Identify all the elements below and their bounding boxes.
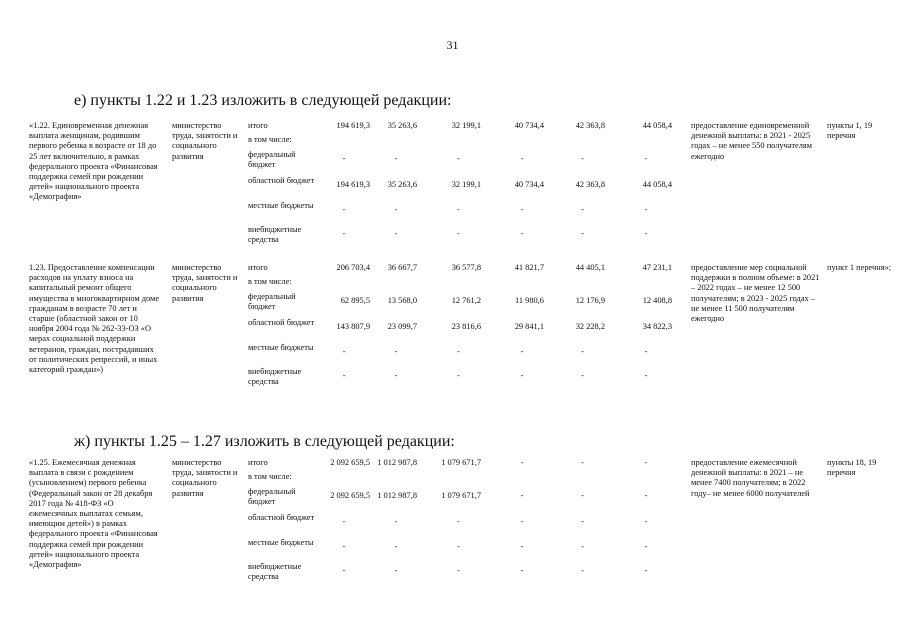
amount-cell: - [520,205,524,214]
amount-cell: - [581,517,584,526]
amount-cell: - [644,154,648,163]
funding-source-label: в том числе: [248,472,292,481]
amount-cell: 1 012 987,8 [377,458,417,467]
amount-cell: 12 408,8 [642,296,672,305]
amount-cell: 12 176,9 [575,296,605,305]
amount-cell: 40 734,4 [514,121,544,130]
amount-cell: - [457,371,460,380]
amount-cell: - [644,205,648,214]
amount-cell: 34 822,3 [642,322,672,331]
amount-cell: - [644,517,648,526]
section-heading-zh: ж) пункты 1.25 – 1.27 изложить в следующей редакции: [74,433,455,450]
amount-cell: - [457,542,460,551]
funding-source-label: в том числе: [248,277,292,286]
amount-cell: - [342,566,346,575]
measure-description: «1.25. Ежемесячная денежная выплата в связи с рождением (усыновлением) первого ребенка (Федеральный закон от 28 декабря 2017 года № 418-ФЗ «О ежемесячных выплатах семьям, имеющим детей») в рамках федерального проекта «Финансовая поддержка семей при рождении детей» национального проекта «Демография» [29,458,158,570]
amount-cell: - [394,154,398,163]
measure-description: «1.22. Единовременная денежная выплата женщинам, родившим первого ребенка в возрасте от 18 до 25 лет включительно, в рамках федерального проекта «Финансовая поддержка семей при рождении детей» национального проекта «Демография» [29,121,158,202]
measure-description: 1.23. Предоставление компенсации расходов на уплату взноса на капитальный ремонт общего имущества в многоквартирном доме гражданам в возрасте 70 лет и старше (областной закон от 10 ноября 2004 года № 262-33-ОЗ «О мерах социальной поддержки ветеранов, граждан, пострадавших от политических репрессий, и иных категорий граждан») [29,263,160,375]
list-points: пункт 1 перечня»; [827,263,892,272]
funding-source-label: местные бюджеты [248,201,314,210]
amount-cell: - [581,542,584,551]
amount-cell: - [520,566,524,575]
amount-cell: - [520,371,524,380]
amount-cell: 62 895,5 [340,296,370,305]
amount-cell: - [394,542,398,551]
funding-source-label: итого [248,263,268,272]
amount-cell: 1 012 987,8 [377,491,417,500]
amount-cell: 41 821,7 [514,263,544,272]
amount-cell: 194 619,3 [336,180,370,189]
amount-cell: 11 980,6 [514,296,544,305]
amount-cell: 35 263,6 [387,121,417,130]
amount-cell: 2 092 659,5 [330,458,370,467]
amount-cell: 44 405,1 [575,263,605,272]
amount-cell: - [394,517,398,526]
amount-cell: - [644,458,648,467]
amount-cell: 2 092 659,5 [330,491,370,500]
amount-cell: - [394,229,398,238]
amount-cell: 35 263,6 [387,180,417,189]
amount-cell: - [457,566,460,575]
expected-result: предоставление мер социальной поддержки в полном объеме: в 2021 – 2022 годах – не менее 12 500 получателям; в 2023 - 2025 годах – не менее 11 500 получателям ежегодно [691,263,820,324]
funding-source-label: областной бюджет [248,318,315,327]
amount-cell: 42 363,8 [575,180,605,189]
amount-cell: - [644,371,648,380]
page-number: 31 [446,38,459,52]
amount-cell: 13 568,0 [387,296,417,305]
amount-cell: - [457,347,460,356]
expected-result: предоставление единовременной денежной выплаты: в 2021 - 2025 годах – не менее 550 получателям ежегодно [691,121,813,161]
funding-source-label: федеральный бюджет [248,150,296,170]
list-points: пункты 18, 19 перечня [827,458,877,478]
amount-cell: 206 703,4 [336,263,370,272]
list-points: пункты 1, 19 перечня [827,121,873,141]
amount-cell: - [457,205,460,214]
amount-cell: - [342,542,346,551]
responsible-ministry: министерство труда, занятости и социального развития [172,263,238,303]
amount-cell: - [342,371,346,380]
amount-cell: 23 099,7 [387,322,417,331]
amount-cell: - [457,517,460,526]
amount-cell: 32 199,1 [451,121,481,130]
amount-cell: 12 761,2 [451,296,481,305]
funding-source-label: местные бюджеты [248,538,314,547]
amount-cell: - [644,347,648,356]
amount-cell: - [520,347,524,356]
amount-cell: - [644,229,648,238]
funding-source-label: областной бюджет [248,513,315,522]
responsible-ministry: министерство труда, занятости и социального развития [172,121,238,161]
amount-cell: - [581,229,584,238]
amount-cell: - [520,517,524,526]
funding-source-label: федеральный бюджет [248,292,296,312]
amount-cell: - [457,154,460,163]
funding-source-label: внебюджетные средства [248,367,302,387]
amount-cell: - [520,542,524,551]
amount-cell: - [644,542,648,551]
amount-cell: 23 816,6 [451,322,481,331]
amount-cell: - [342,517,346,526]
amount-cell: - [394,371,398,380]
amount-cell: - [581,566,584,575]
amount-cell: 47 231,1 [642,263,672,272]
section-heading-e: е) пункты 1.22 и 1.23 изложить в следующей редакции: [74,92,452,109]
amount-cell: - [581,458,584,467]
amount-cell: - [342,347,346,356]
amount-cell: - [342,154,346,163]
amount-cell: - [342,229,346,238]
amount-cell: 44 058,4 [642,180,672,189]
responsible-ministry: министерство труда, занятости и социального развития [172,458,238,498]
amount-cell: - [581,154,584,163]
amount-cell: - [644,566,648,575]
amount-cell: 1 079 671,7 [441,458,481,467]
amount-cell: 143 807,9 [336,322,370,331]
funding-source-label: итого [248,121,268,130]
amount-cell: 36 577,8 [451,263,481,272]
funding-source-label: в том числе: [248,135,292,144]
amount-cell: - [520,154,524,163]
amount-cell: 32 199,1 [451,180,481,189]
amount-cell: - [457,229,460,238]
amount-cell: 42 363,8 [575,121,605,130]
amount-cell: - [581,371,584,380]
amount-cell: - [581,491,584,500]
funding-source-label: внебюджетные средства [248,562,302,582]
amount-cell: - [520,229,524,238]
amount-cell: - [342,205,346,214]
amount-cell: - [581,347,584,356]
amount-cell: - [394,205,398,214]
amount-cell: - [394,347,398,356]
expected-result: предоставление ежемесячной денежной выплаты: в 2021 – не менее 7400 получателям; в 2022 году– не менее 6000 получателей [691,458,810,498]
amount-cell: - [520,491,524,500]
amount-cell: 32 228,2 [575,322,605,331]
funding-source-label: местные бюджеты [248,343,314,352]
amount-cell: - [520,458,524,467]
funding-source-label: итого [248,458,268,467]
amount-cell: 36 667,7 [387,263,417,272]
funding-source-label: внебюджетные средства [248,225,302,245]
funding-source-label: федеральный бюджет [248,487,296,507]
amount-cell: 1 079 671,7 [441,491,481,500]
amount-cell: 40 734,4 [514,180,544,189]
amount-cell: 194 619,3 [336,121,370,130]
amount-cell: - [644,491,648,500]
amount-cell: 44 058,4 [642,121,672,130]
amount-cell: - [394,566,398,575]
amount-cell: 29 841,1 [514,322,544,331]
funding-source-label: областной бюджет [248,176,315,185]
amount-cell: - [581,205,584,214]
